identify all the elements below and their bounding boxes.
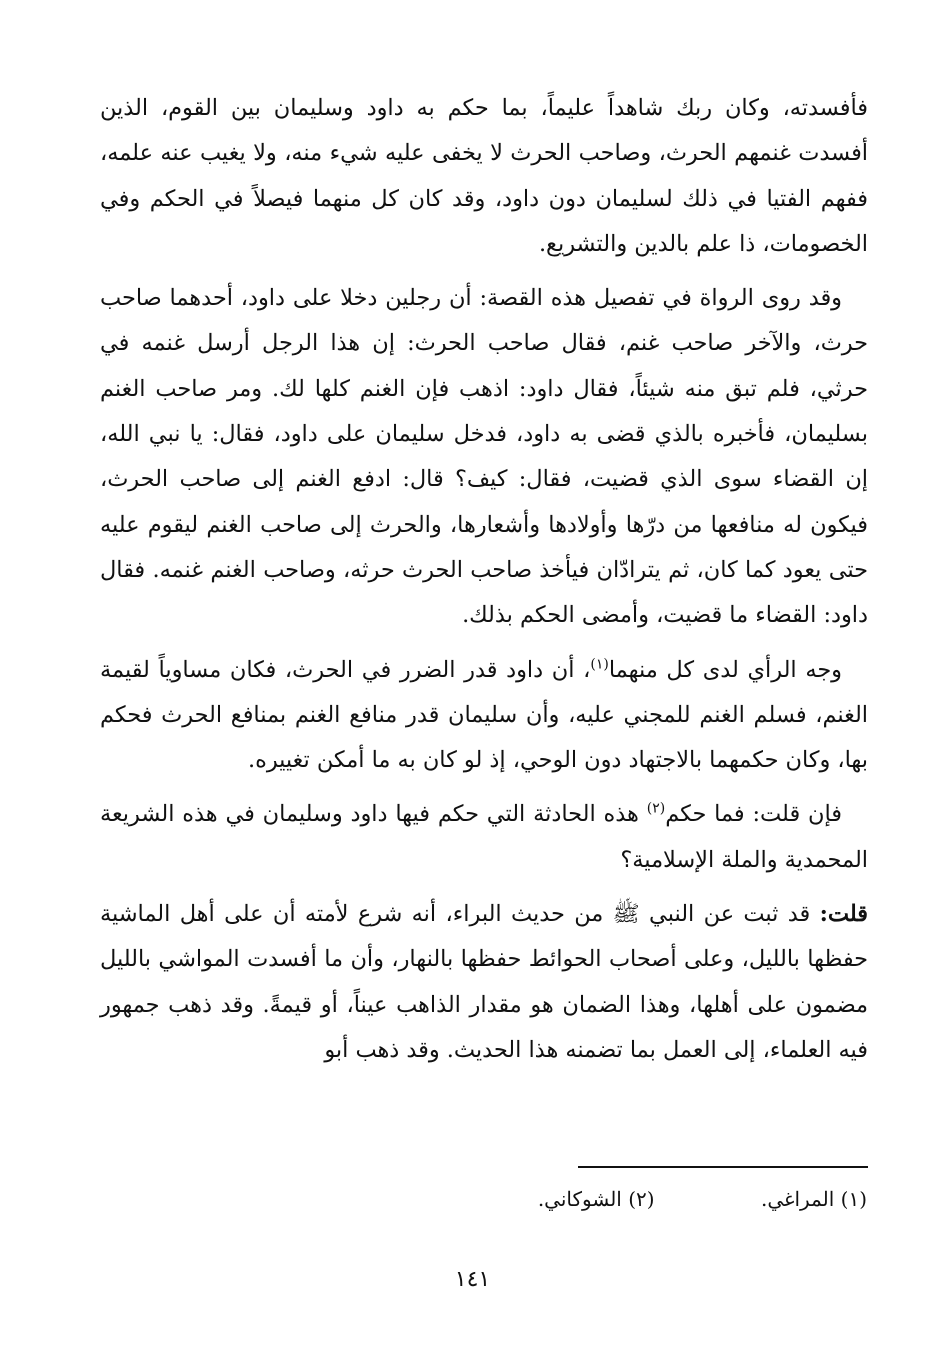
paragraph-1: [100, 86, 868, 267]
page-number: ١٤١: [454, 1267, 491, 1292]
paragraph-5: [100, 892, 868, 1073]
paragraph-3: [100, 648, 868, 784]
footnote-1-text: المراغي.: [760, 1187, 835, 1211]
footnote-1: [761, 1182, 867, 1216]
paragraph-1-text: فأفسدته، وكان ربك شاهداً عليماً، بما حكم به داود وسليمان بين القوم، الذين أفسدت غنمهم الحرث، وصاحب الحرث لا يخفى عليه شيء منه، ولا يغيب عنه علمه، ففهم الفتيا في ذلك لسليمان دون داود، وقد كان كل منهما فيصلاً في الحكم وفي الخصومات، ذا علم بالدين والتشريع.: [100, 95, 868, 257]
footnote-2: [538, 1182, 655, 1216]
paragraph-4: [100, 792, 868, 883]
footnote-2-text: الشوكاني.: [537, 1187, 622, 1211]
paragraph-2: [100, 276, 868, 638]
footnote-1-number: (١): [840, 1187, 867, 1211]
footnotes: [367, 1182, 867, 1216]
footnote-separator: [578, 1166, 868, 1168]
page-body: [100, 86, 868, 1082]
footnote-ref-2: (٢): [646, 800, 666, 817]
paragraph-4-text-before: فإن قلت: فما حكم: [665, 801, 842, 828]
footnote-2-number: (٢): [628, 1187, 655, 1211]
paragraph-3-text-after: ، أن داود قدر الضرر في الحرث، فكان مساوياً لقيمة الغنم، فسلم الغنم للمجني عليه، وأن سليمان قدر منافع الغنم بمنافع الحرث فحكم بها، وكان حكمهما بالاجتهاد دون الوحي، إذ لو كان به ما أمكن تغييره.: [100, 656, 868, 774]
paragraph-3-text-before: وجه الرأي لدى كل منهما: [608, 656, 842, 683]
footnote-ref-1: (١): [590, 656, 609, 673]
paragraph-5-text: قد ثبت عن النبي ﷺ من حديث البراء، أنه شرع لأمته أن على أهل الماشية حفظها بالليل، وعلى أصحاب الحوائط حفظها بالنهار، وأن ما أفسدت المواشي بالليل مضمون على أهلها، وهذا الضمان هو مقدار الذاهب عيناً، أو قيمةً. وقد ذهب جمهور فيه العلماء، إلى العمل بما تضمنه هذا الحديث. وقد ذهب أبو: [100, 901, 868, 1063]
paragraph-2-text: وقد روى الرواة في تفصيل هذه القصة: أن رجلين دخلا على داود، أحدهما صاحب حرث، والآخر صاحب غنم، فقال صاحب الحرث: إن هذا الرجل أرسل غنمه في حرثي، فلم تبق منه شيئاً، فقال داود: اذهب فإن الغنم كلها لك. ومر صاحب الغنم بسليمان، فأخبره بالذي قضى به داود، فدخل سليمان على داود، فقال: يا نبي الله، إن القضاء سوى الذي قضيت، فقال: كيف؟ قال: ادفع الغنم إلى صاحب الحرث، فيكون له منافعها من درّها وأولادها وأشعارها، والحرث إلى صاحب الغنم ليقوم عليه حتى يعود كما كان، ثم يترادّان فيأخذ صاحب الحرث حرثه، وصاحب الغنم غنمه. فقال داود: القضاء ما قضيت، وأمضى الحكم بذلك.: [100, 285, 868, 629]
paragraph-5-lead: قلت:: [819, 901, 868, 928]
paragraph-4-text-after: هذه الحادثة التي حكم فيها داود وسليمان في هذه الشريعة المحمدية والملة الإسلامية؟: [100, 801, 868, 873]
